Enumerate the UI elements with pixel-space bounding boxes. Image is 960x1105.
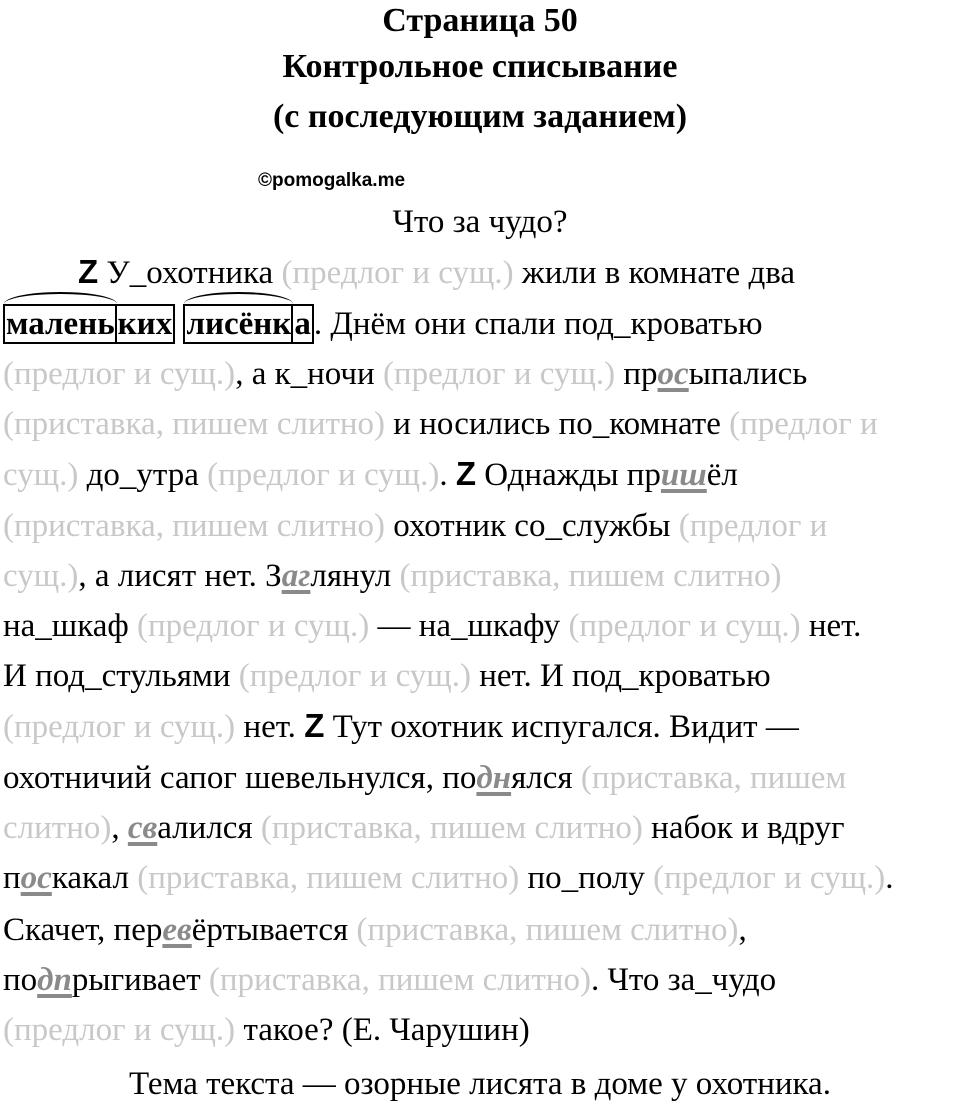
text-theme: Тема текста — озорные лисята в доме у охотника.	[129, 1066, 831, 1102]
text-line: слитно), свалился (приставка, пишем слитно) набок и вдруг	[3, 810, 845, 846]
text-line: (приставка, пишем слитно) и носились по_комнате (предлог и	[3, 406, 878, 442]
text-line: Z У_охотника (предлог и сущ.) жили в комнате два	[78, 253, 796, 291]
paragraph-mark: Z	[78, 253, 99, 290]
orthogram: ев	[162, 912, 192, 948]
paragraph-mark: Z	[455, 455, 476, 492]
text-line: И под_стульями (предлог и сущ.) нет. И под_кроватью	[3, 658, 771, 694]
text-line: (предлог и сущ.), а к_ночи (предлог и сущ.) просыпались	[3, 356, 808, 392]
text-line: сущ.) до_утра (предлог и сущ.). Z Однажды пришёл	[3, 455, 738, 493]
word-analysis-box: лисёнка	[183, 304, 313, 344]
text-line: Скачет, перевёртывается (приставка, пишем слитно),	[3, 912, 747, 948]
text-line: маленьких лисёнка. Днём они спали под_кроватью	[3, 304, 763, 344]
text-line: поскакал (приставка, пишем слитно) по_полу (предлог и сущ.).	[3, 860, 894, 896]
orthogram: дн	[476, 760, 512, 796]
orthogram: ос	[20, 860, 52, 896]
hint: (предлог и сущ.)	[281, 255, 514, 291]
copyright: ©pomogalka.me	[258, 170, 406, 191]
text-title: Что за чудо?	[392, 204, 568, 240]
text-line: (предлог и сущ.) такое? (Е. Чарушин)	[3, 1012, 530, 1048]
exercise-title: Контрольное списывание	[282, 48, 678, 85]
orthogram: ос	[657, 356, 689, 392]
text-line: (приставка, пишем слитно) охотник со_службы (предлог и	[3, 508, 828, 544]
orthogram: иш	[660, 457, 707, 493]
text-line: (предлог и сущ.) нет. Z Тут охотник испугался. Видит —	[3, 707, 799, 745]
text-line: охотничий сапог шевельнулся, поднялся (приставка, пишем	[3, 760, 847, 796]
page-title: Страница 50	[382, 2, 578, 39]
text-line: сущ.), а лисят нет. Заглянул (приставка, пишем слитно)	[3, 558, 782, 594]
orthogram: дп	[37, 962, 72, 998]
text-line: подпрыгивает (приставка, пишем слитно). Что за_чудо	[3, 962, 777, 998]
paragraph-mark: Z	[304, 707, 325, 744]
orthogram: св	[127, 810, 158, 846]
exercise-subtitle: (с последующим заданием)	[272, 98, 688, 135]
word-analysis-box: маленьких	[3, 304, 175, 344]
text-line: на_шкаф (предлог и сущ.) — на_шкафу (предлог и сущ.) нет.	[3, 608, 862, 644]
orthogram: аг	[281, 558, 311, 594]
